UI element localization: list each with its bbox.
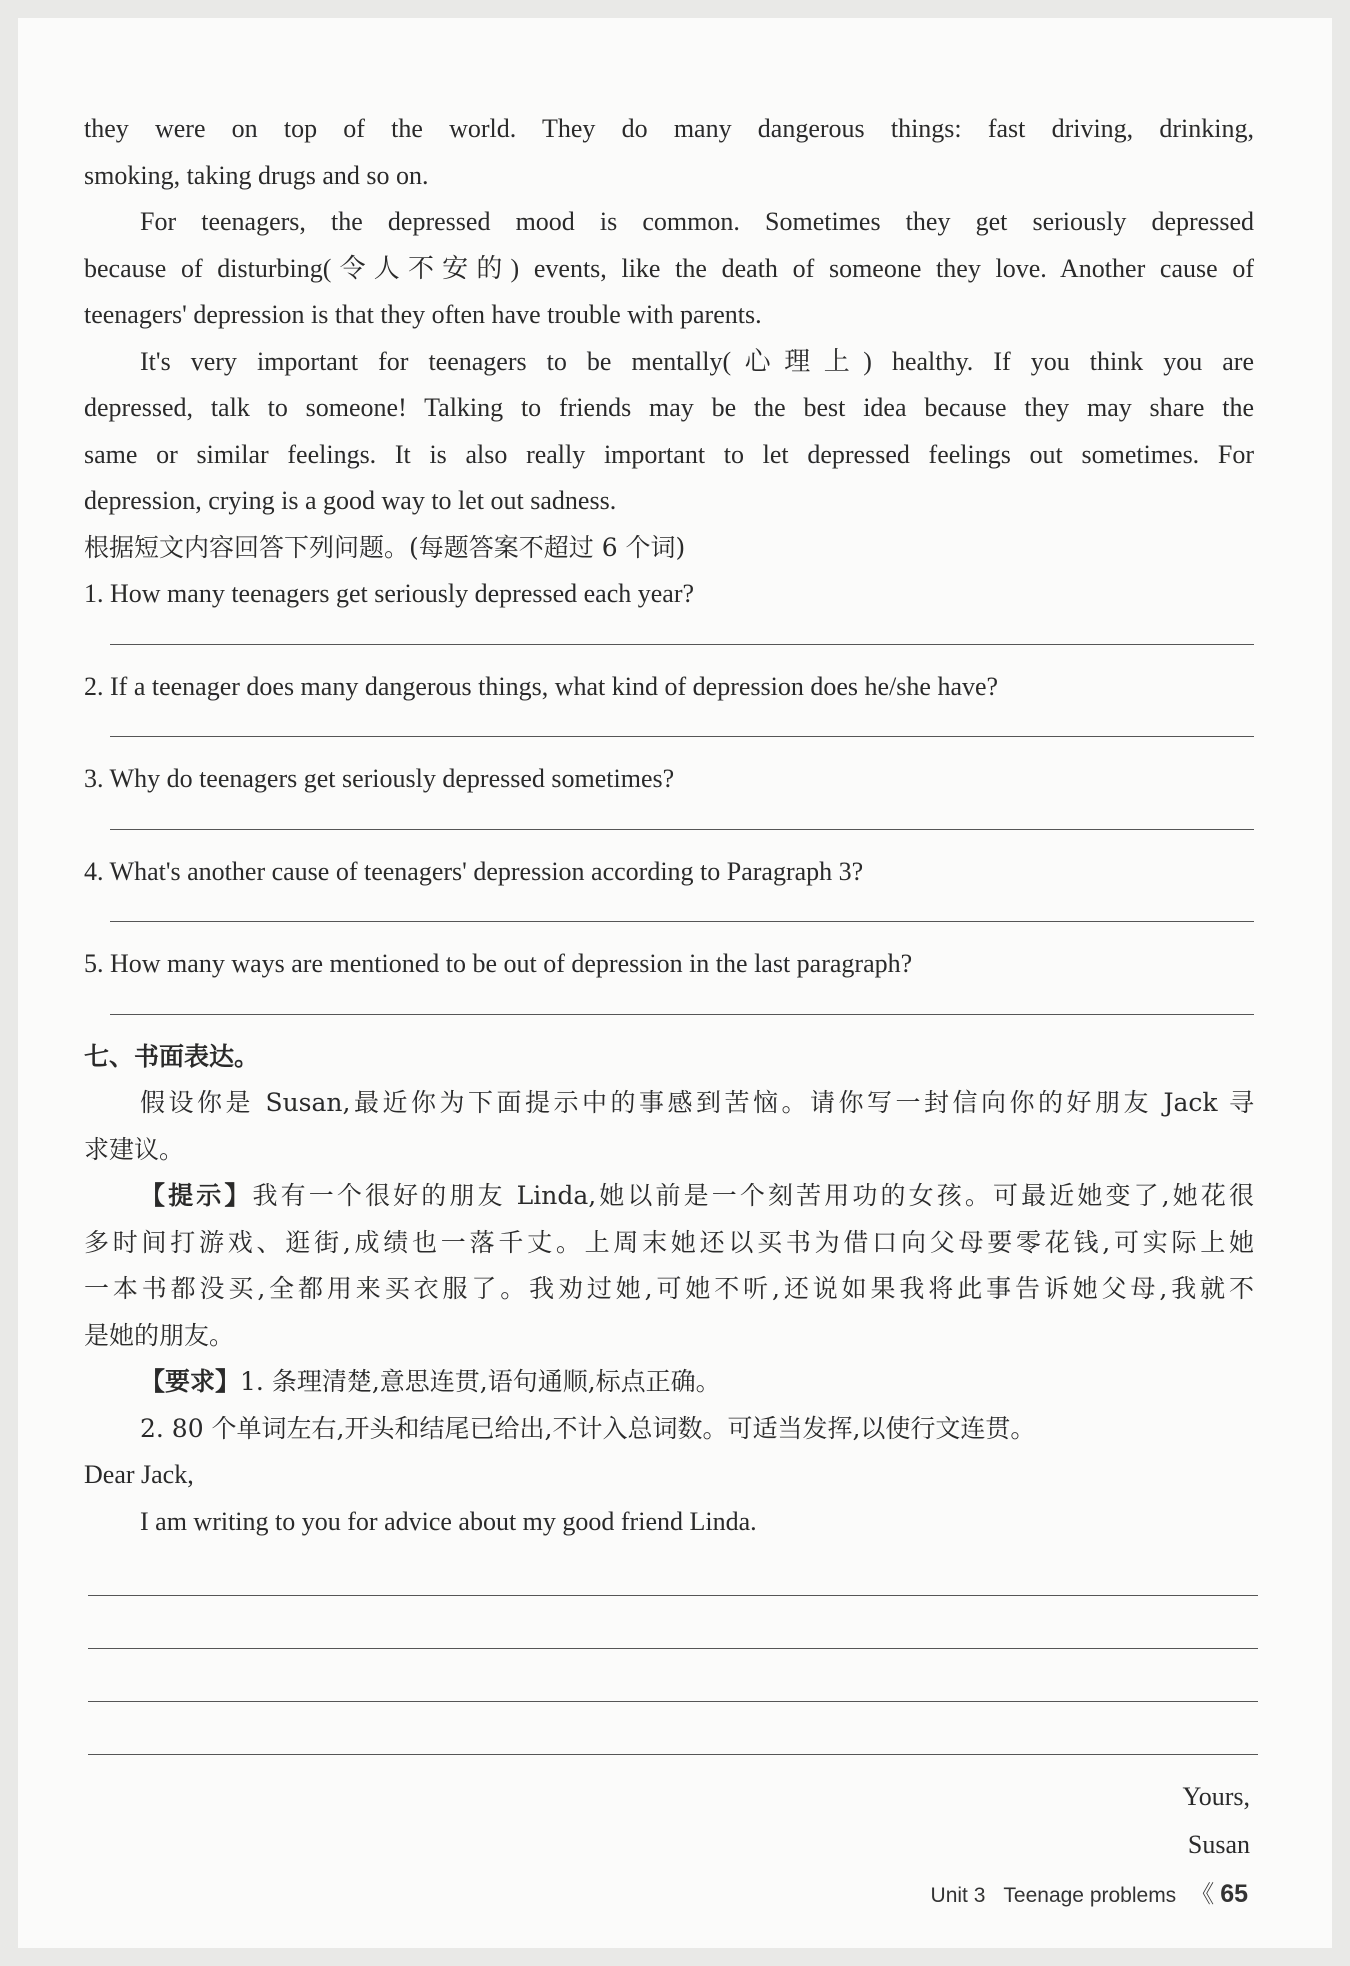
passage-line: teenagers' depression is that they often have trouble with parents. [84, 300, 762, 329]
writing-line[interactable] [84, 1606, 1254, 1659]
requirement-label: 【要求】 [140, 1367, 241, 1396]
passage-line: depressed, talk to someone! Talking to friends may be the best idea because they may share the [84, 393, 1254, 422]
passage-line: It's very important for teenagers to be mentally(心理上) healthy. If you think you are [140, 346, 1254, 376]
reading-passage [84, 106, 1254, 525]
workbook-page [18, 18, 1332, 1948]
page-content [84, 106, 1254, 1869]
letter-salutation: Dear Jack, [84, 1460, 194, 1489]
hint-line: 一本书都没买,全都用来买衣服了。我劝过她,可她不听,还说如果我将此事告诉她父母,我就不 [84, 1274, 1254, 1303]
passage-line: because of disturbing(令人不安的) events, like the death of someone they love. Another cause of [84, 253, 1254, 283]
writing-section [84, 1034, 1254, 1870]
writing-line[interactable] [84, 1553, 1254, 1606]
letter-opening: I am writing to you for advice about my good friend Linda. [140, 1506, 757, 1536]
hint-text: 我有一个很好的朋友 Linda,她以前是一个刻苦用功的女孩。可最近她变了,她花很 [252, 1181, 1254, 1210]
footer-unit: Unit 3 [930, 1884, 986, 1907]
writing-intro: 求建议。 [84, 1134, 185, 1164]
questions-instruction: 根据短文内容回答下列问题。(每题答案不超过 6 个词) [84, 532, 686, 562]
question-item: 3. Why do teenagers get seriously depressed sometimes? [84, 764, 675, 793]
letter-closing: Yours, [1182, 1782, 1250, 1811]
question-item: 4. What's another cause of teenagers' depression according to Paragraph 3? [84, 856, 864, 886]
writing-line[interactable] [84, 1712, 1254, 1765]
hint-label: 【提示】 [140, 1181, 253, 1210]
hint-line: 是她的朋友。 [84, 1320, 235, 1350]
writing-line[interactable] [84, 1659, 1254, 1712]
page-number: 65 [1220, 1880, 1248, 1908]
passage-line: depression, crying is a good way to let out sadness. [84, 486, 617, 515]
hint-line [84, 1173, 1254, 1220]
answer-line[interactable] [84, 710, 1254, 756]
answer-line[interactable] [84, 803, 1254, 849]
requirement-line: 2. 80 个单词左右,开头和结尾已给出,不计入总词数。可适当发挥,以使行文连贯。 [140, 1413, 1036, 1443]
passage-line: same or similar feelings. It is also really important to let depressed feelings out sometimes. For [84, 439, 1254, 469]
footer-title: Teenage problems [1003, 1884, 1177, 1907]
question-item: 5. How many ways are mentioned to be out of depression in the last paragraph? [84, 949, 913, 978]
letter-signature: Susan [1187, 1830, 1250, 1859]
section-title: 七、书面表达。 [84, 1041, 260, 1071]
passage-line: they were on top of the world. They do many dangerous things: fast driving, drinking, [84, 114, 1254, 143]
answer-line[interactable] [84, 988, 1254, 1034]
answer-line[interactable] [84, 618, 1254, 664]
passage-line: For teenagers, the depressed mood is common. Sometimes they get seriously depressed [140, 207, 1254, 236]
requirement-line [84, 1359, 1254, 1406]
answer-line[interactable] [84, 895, 1254, 941]
passage-line: smoking, taking drugs and so on. [84, 160, 429, 190]
page-footer [931, 1874, 1248, 1909]
hint-line: 多时间打游戏、逛街,成绩也一落千丈。上周末她还以买书为借口向父母要零花钱,可实际上她 [84, 1227, 1254, 1257]
questions-section [84, 525, 1254, 1034]
question-item: 1. How many teenagers get seriously depressed each year? [84, 579, 695, 608]
writing-intro: 假设你是 Susan,最近你为下面提示中的事感到苦恼。请你写一封信向你的好朋友 Jack 寻 [140, 1088, 1254, 1117]
question-item: 2. If a teenager does many dangerous things, what kind of depression does he/she have? [84, 671, 999, 701]
double-chevron-left-icon: 《 [1190, 1881, 1209, 1908]
requirement-text: 1. 条理清楚,意思连贯,语句通顺,标点正确。 [240, 1367, 721, 1396]
